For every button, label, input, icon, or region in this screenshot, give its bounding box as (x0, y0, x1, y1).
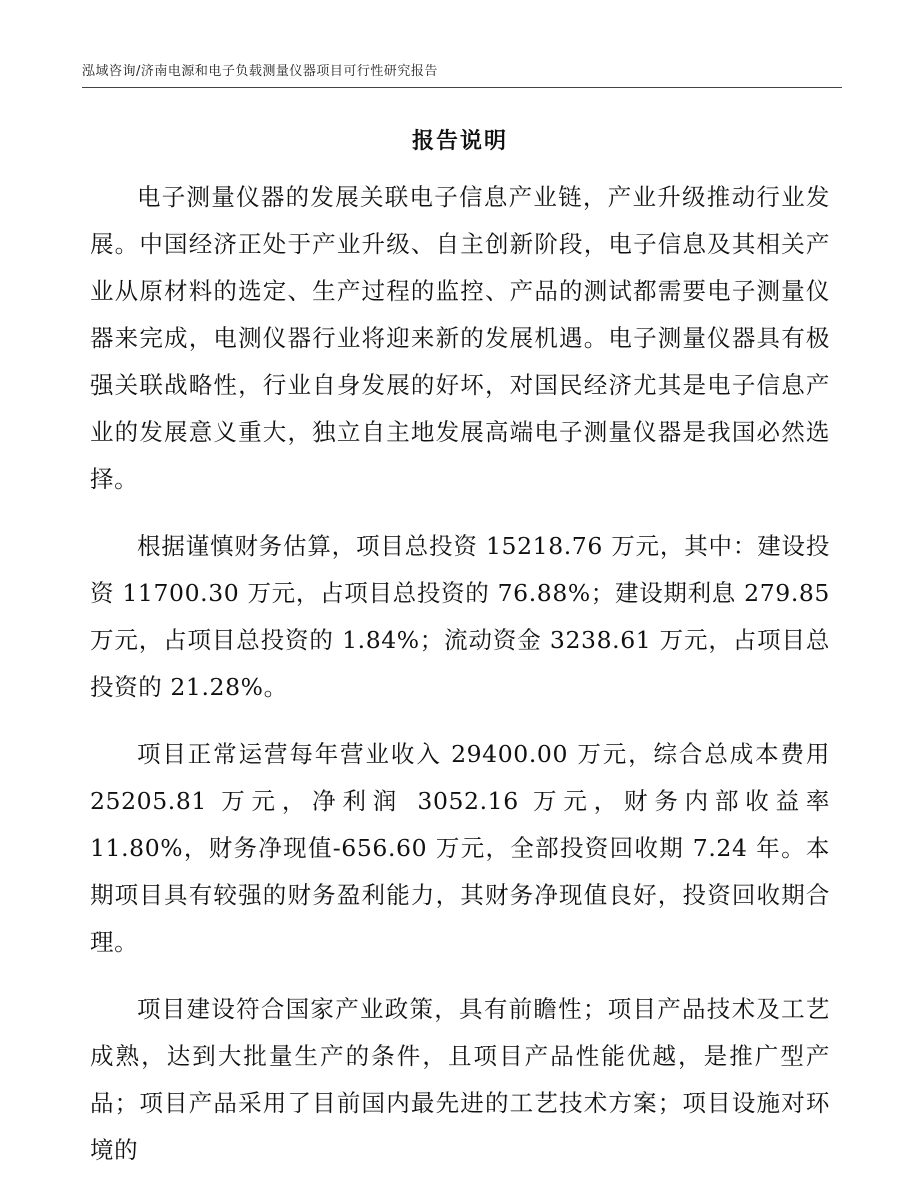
paragraph-investment-estimate: 根据谨慎财务估算，项目总投资 15218.76 万元，其中：建设投资 11700.30 万元，占项目总投资的 76.88%；建设期利息 279.85 万元，占项目总投资的 1.84%；流动资金 3238.61 万元，占项目总投资的 21.28%。 (90, 532, 830, 701)
document-body (90, 174, 830, 1194)
paragraph-policy-compliance: 项目建设符合国家产业政策，具有前瞻性；项目产品技术及工艺成熟，达到大批量生产的条件，且项目产品性能优越，是推广型产品；项目产品采用了目前国内最先进的工艺技术方案；项目设施对环境的 (90, 995, 830, 1164)
paragraph-financial-returns: 项目正常运营每年营业收入 29400.00 万元，综合总成本费用 25205.81 万元，净利润 3052.16 万元，财务内部收益率 11.80%，财务净现值-656.60 万元，全部投资回收期 7.24 年。本期项目具有较强的财务盈利能力，其财务净现值良好，投资回收期合理。 (90, 740, 830, 956)
paragraph-industry-background: 电子测量仪器的发展关联电子信息产业链，产业升级推动行业发展。中国经济正处于产业升级、自主创新阶段，电子信息及其相关产业从原材料的选定、生产过程的监控、产品的测试都需要电子测量仪器来完成，电测仪器行业将迎来新的发展机遇。电子测量仪器具有极强关联战略性，行业自身发展的好坏，对国民经济尤其是电子信息产业的发展意义重大，独立自主地发展高端电子测量仪器是我国必然选择。 (90, 183, 830, 493)
page-title: 报告说明 (411, 129, 508, 154)
running-header: 泓域咨询/济南电源和电子负载测量仪器项目可行性研究报告 (82, 60, 842, 88)
